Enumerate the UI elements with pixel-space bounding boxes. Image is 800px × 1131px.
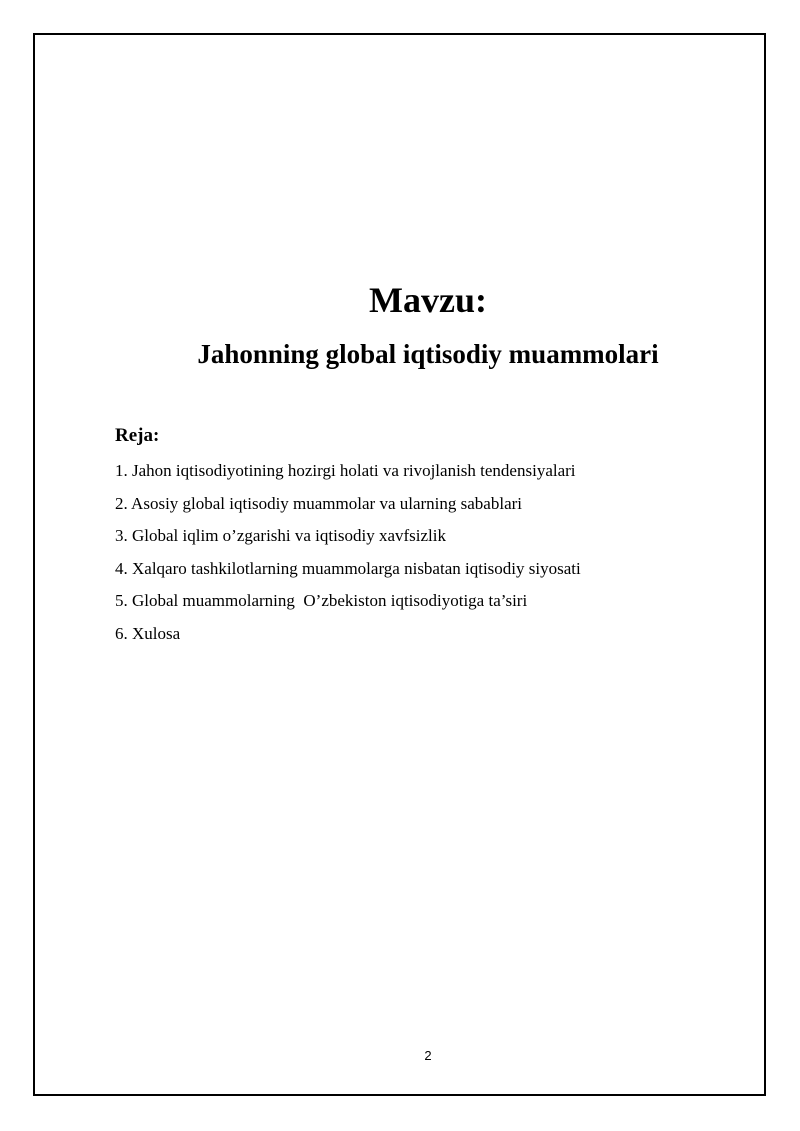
heading-mavzu: Mavzu: bbox=[369, 280, 487, 320]
plan-item: 3. Global iqlim o’zgarishi va iqtisodiy xavfsizlik bbox=[115, 526, 446, 546]
page-number: 2 bbox=[424, 1048, 432, 1063]
plan-item: 2. Asosiy global iqtisodiy muammolar va ularning sabablari bbox=[115, 493, 522, 513]
plan-item: 5. Global muammolarning O’zbekiston iqtisodiyotiga ta’siri bbox=[115, 591, 528, 611]
plan-item: 1. Jahon iqtisodiyotining hozirgi holati va rivojlanish tendensiyalari bbox=[115, 461, 576, 480]
plan-item: 4. Xalqaro tashkilotlarning muammolarga nisbatan iqtisodiy siyosati bbox=[115, 558, 581, 578]
topic-title: Jahonning global iqtisodiy muammolari bbox=[197, 339, 659, 369]
plan-item: 6. Xulosa bbox=[115, 623, 181, 643]
plan-title: Reja: bbox=[115, 425, 160, 446]
plan-list bbox=[115, 455, 735, 651]
plan-section bbox=[115, 423, 735, 651]
